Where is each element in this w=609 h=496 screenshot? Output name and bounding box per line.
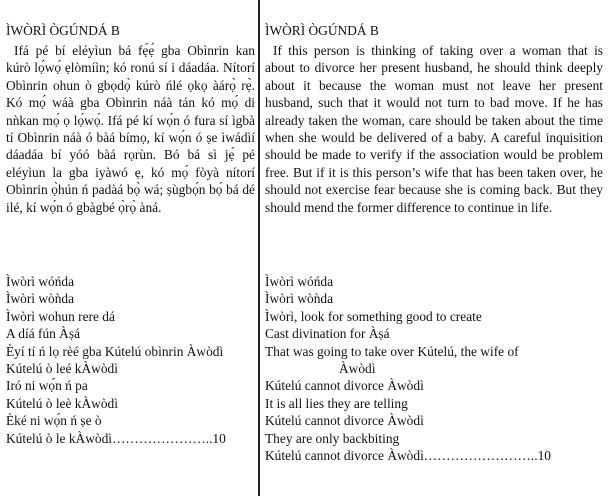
yoruba-paragraph: Ifá pé bí eléyìun bá fẹ́ẹ́ gba Obìnrin kan kúrò lọ́wọ́ ẹlòmíìn; kó ronú sí i dáadáa. Nítorí Obìnrin ohun ò gbọdọ̀ kúrò ńlé ọkọ àárọ̀ rẹ̀. Kó mọ́ wáà gba Obìnrin náà tán kó mọ́ di nǹkan mọ́ ọ lọ́wọ́. Ifá pé kí wọ́n ó fura sí ìgbà tí Obìnrin náà ó bàá bímọ, kí wọ́n ó ṣe ìwádìí dáadáa bí yóó bàá rọrùn. Bó bá sì jẹ́ pé eléyìun la gba iyàwó ẹ, kó mọ́ fòyà nítorí Obìnrin ọ̀hún ń padàá bọ̀ wá; ṣùgbọ́n bọ́ bá dé ilé, kí wọ́n ó gbàgbé ọ̀rọ̀ àná. <box>6 43 255 215</box>
verse-line: A díá fún Àṣá <box>6 326 81 342</box>
verse-line: Ìwòrì wòǹda <box>6 291 75 307</box>
verse-line: They are only backbiting <box>265 430 400 446</box>
verse-line: Èyí tí ń lọ rèé gba Kútelú obìnrin Àwòdì <box>6 343 224 359</box>
verse-line: Kútelú ò leé kÀwòdì <box>6 361 118 377</box>
verse-line: Kútelú cannot divorce Àwòdì <box>265 413 424 429</box>
verse-line: Kútelú ò le kÀwòdì…………………..10 <box>6 430 226 446</box>
verse-line: Kútelú cannot divorce Àwòdì <box>265 378 424 394</box>
verse-line: Kútelú cannot divorce Àwòdì……………………..10 <box>265 448 551 464</box>
yoruba-verses <box>6 273 226 447</box>
verse-line: Èké ni wọ́n ń ṣe ò <box>6 413 102 429</box>
verse-line-continuation: Àwòdì <box>339 361 376 377</box>
verse-line: Iró ni wọ́n ń pa <box>6 378 88 394</box>
yoruba-column <box>0 0 258 496</box>
verse-line: Cast divination for Àṣá <box>265 326 390 342</box>
english-paragraph: If this person is thinking of taking over a woman that is about to divorce her present husband, he should think deeply about it because the woman must not leave her present husband, such that it would not turn to bad move. If he has already taken the woman, care should be taken about the time when she would be delivered of a baby. A careful inquisition should be made to verify if the association would be problem free. But if it is this person’s wife that has been taken over, he should not exercise fear because she is coming back. But they should mend the former difference to continue in life. <box>265 43 603 215</box>
verse-line: Ìwòrì wóńda <box>265 274 334 289</box>
verse-line: It is all lies they are telling <box>265 395 408 411</box>
verse-line: Ìwòrì, look for something good to create <box>265 308 482 324</box>
english-column <box>260 0 609 496</box>
yoruba-heading: ÌWÒRÌ ÒGÚNDÁ B <box>6 23 120 38</box>
english-heading: ÌWÒRÌ ÒGÚNDÁ B <box>265 23 379 38</box>
verse-line: Ìwòrì wóńda <box>6 274 75 289</box>
verse-line: Kútelú ò leè kÀwòdì <box>6 395 118 411</box>
english-verses <box>265 273 605 464</box>
verse-line: Ìwòrì wòǹda <box>265 291 334 307</box>
verse-line: Ìwòrì wohun rere dá <box>6 308 115 324</box>
verse-line: That was going to take over Kútelú, the wife of <box>265 343 519 359</box>
